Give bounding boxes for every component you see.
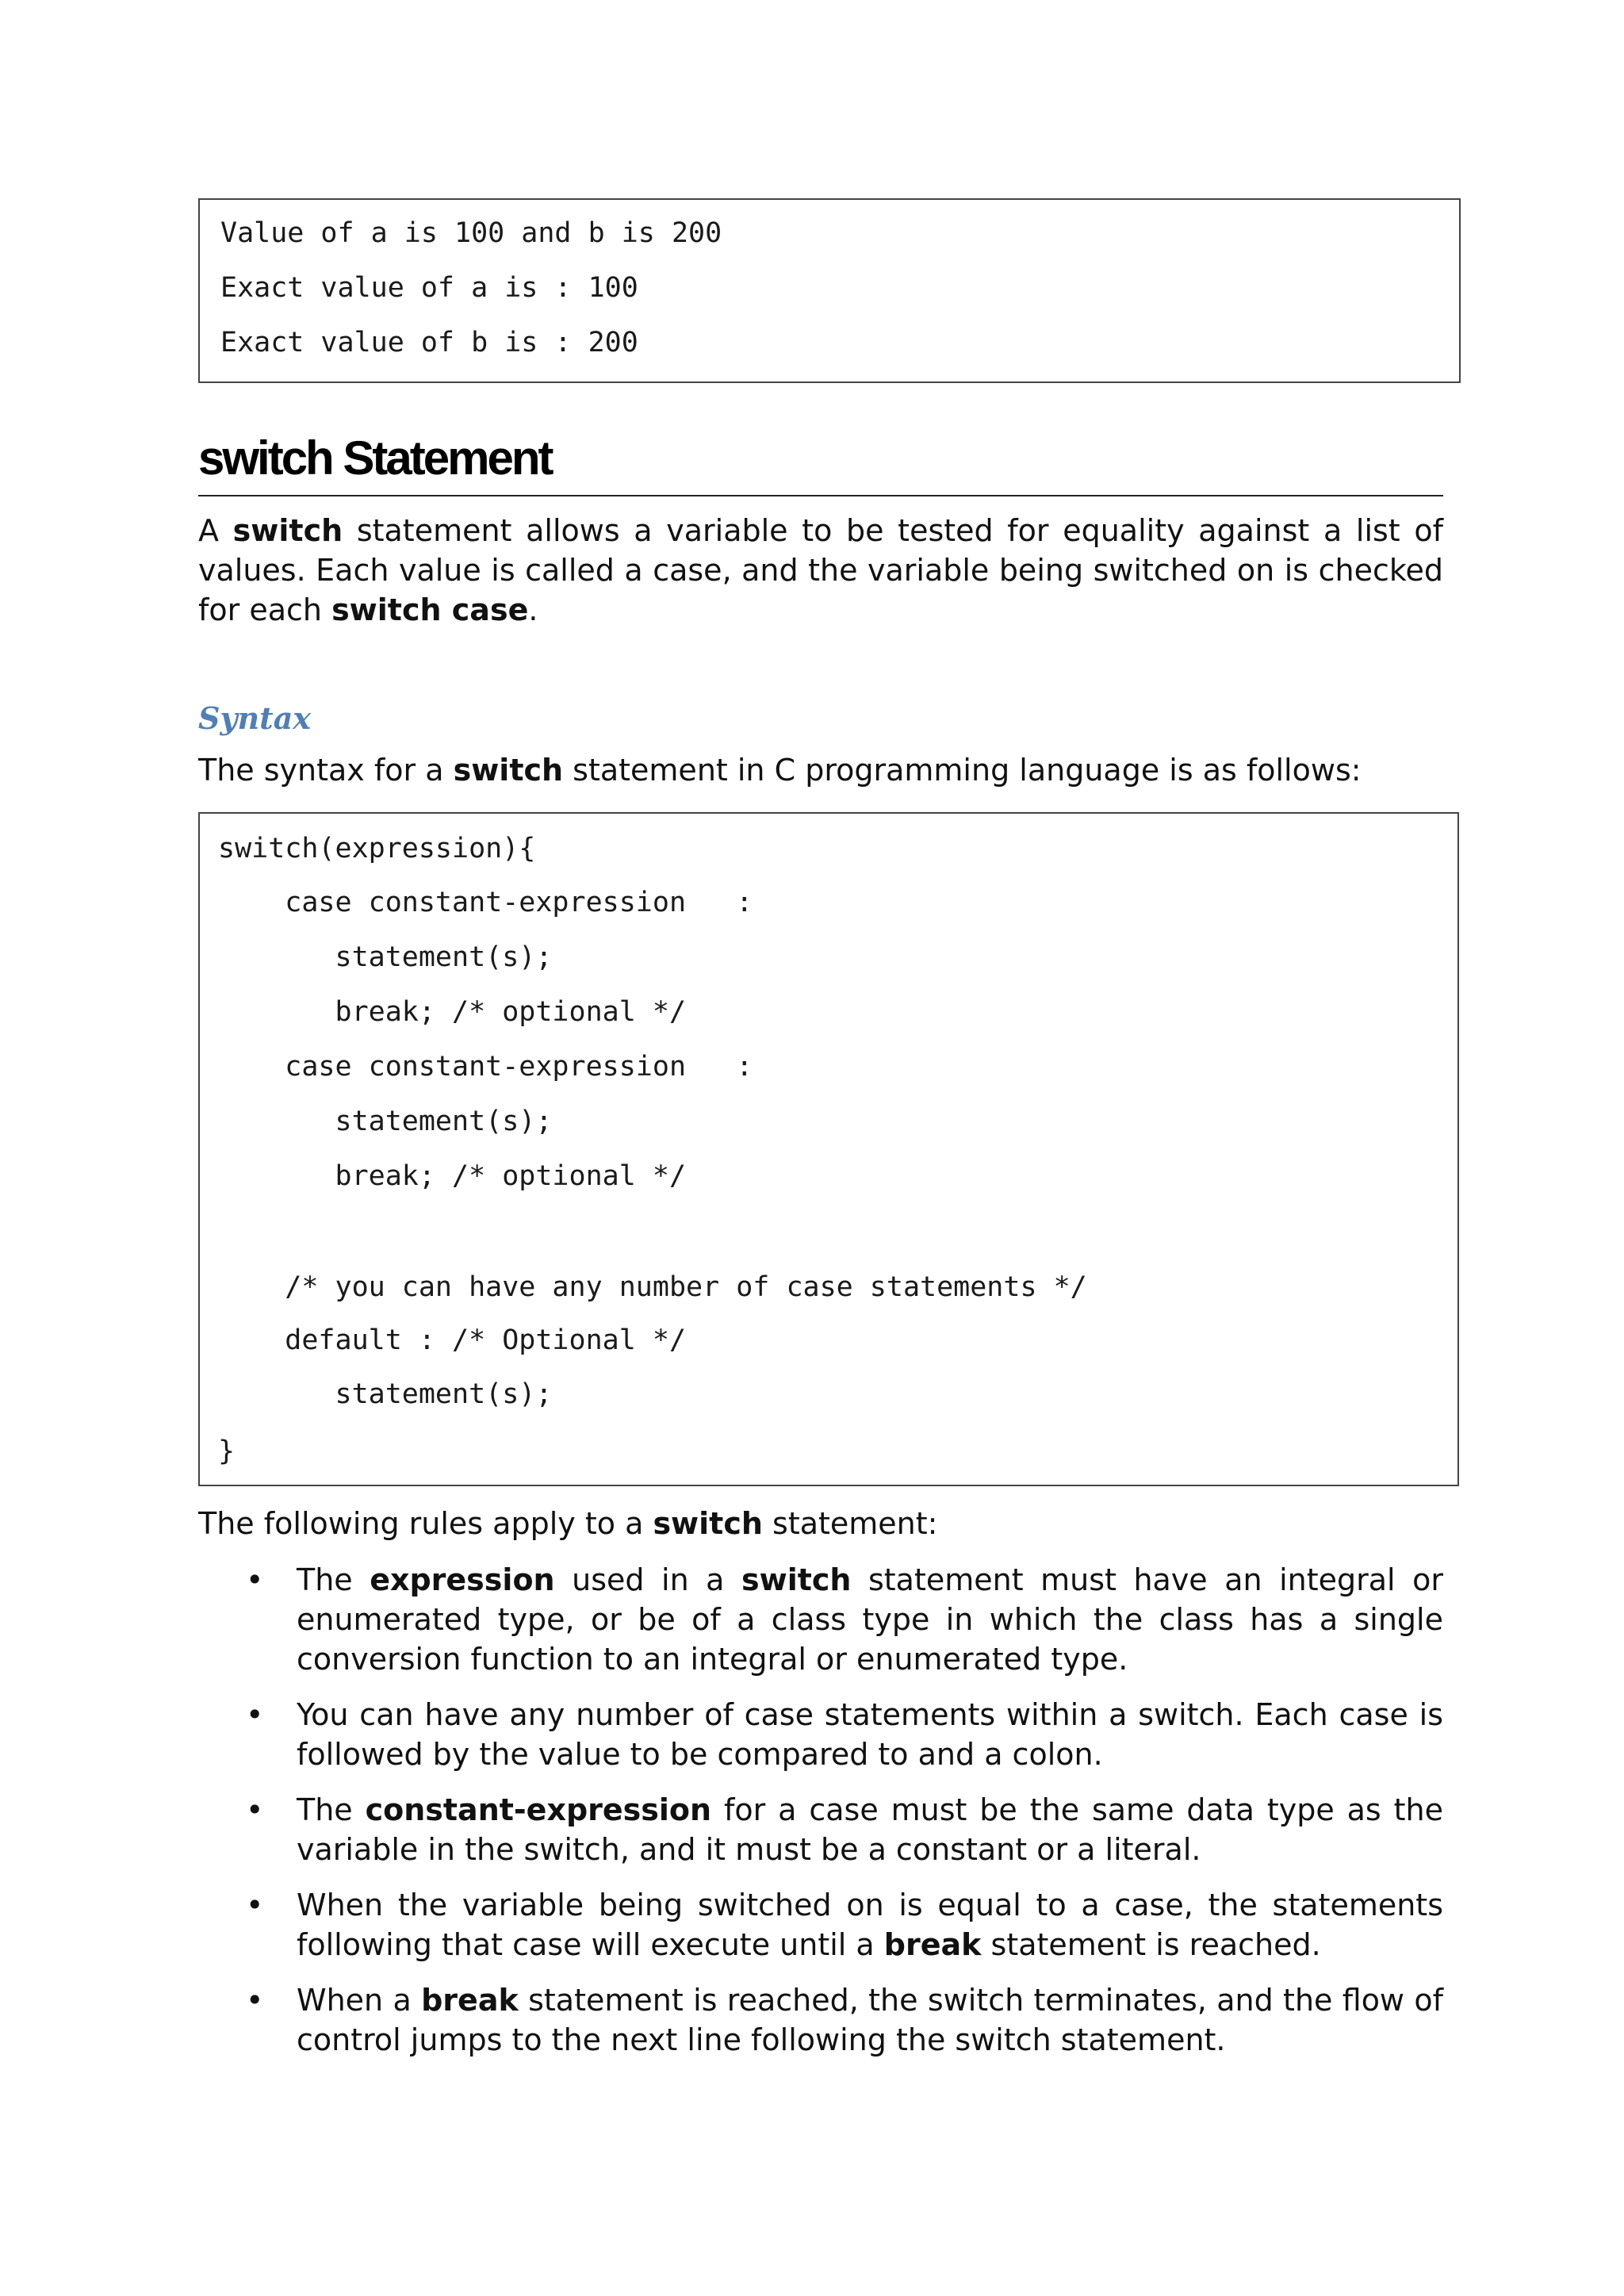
syntax-intro (198, 750, 1467, 790)
bullet-icon: • (246, 1888, 264, 1922)
code-line: break; /* optional */ (218, 996, 687, 1028)
text-run: The (297, 1792, 366, 1827)
text-run: statement in C programming language is as follows: (563, 753, 1362, 788)
text-run: statement is reached. (981, 1927, 1321, 1962)
text-run: statement allows a variable to be tested for equality against a list of values. Each value is called a case, and the variable being switched on is checked for each (198, 513, 1443, 627)
code-line: statement(s); (218, 941, 553, 973)
code-line: default : /* Optional */ (218, 1324, 687, 1356)
bold-term: switch (453, 753, 564, 788)
output-line: Exact value of b is : 200 (220, 327, 638, 358)
text-run: When a (297, 1983, 422, 2018)
bullet-icon: • (246, 1983, 264, 2018)
text-run: for a case must be the same data type as the variable in the switch, and it must be a constant or a literal. (297, 1792, 1443, 1867)
rule-item (297, 1980, 1443, 2060)
text-run: You can have any number of case statements within a switch. Each case is followed by the value to be compared to and a colon. (297, 1697, 1443, 1772)
bold-term: switch (741, 1562, 852, 1597)
text-run: statement is reached, the switch terminates, and the flow of control jumps to the next line following the switch statement. (297, 1983, 1443, 2057)
bold-term: constant-expression (365, 1792, 712, 1827)
text-run: The following rules apply to a (198, 1506, 653, 1541)
bold-term: switch (653, 1506, 763, 1541)
output-line: Value of a is 100 and b is 200 (220, 217, 722, 249)
code-line: case constant-expression : (218, 1051, 753, 1083)
code-line: /* you can have any number of case statements */ (218, 1271, 1087, 1303)
code-line: case constant-expression : (218, 887, 753, 918)
code-line: statement(s); (218, 1378, 553, 1410)
code-line: statement(s); (218, 1106, 553, 1137)
syntax-heading: Syntax (198, 700, 311, 736)
text-run: used in a (554, 1562, 741, 1597)
rule-item (297, 1790, 1443, 1869)
bullet-icon: • (246, 1697, 264, 1732)
text-run: The (297, 1562, 370, 1597)
section-title: switch Statement (198, 431, 552, 485)
text-run: statement must have an integral or enumerated type, or be of a class type in which the class has a single conversion function to an integral or enumerated type. (297, 1562, 1443, 1677)
code-line: break; /* optional */ (218, 1160, 687, 1192)
rule-item (297, 1695, 1443, 1774)
output-line: Exact value of a is : 100 (220, 272, 638, 304)
intro-paragraph (198, 511, 1443, 630)
bold-term: break (421, 1983, 519, 2018)
text-run: statement: (762, 1506, 938, 1541)
code-line: } (218, 1435, 236, 1467)
text-run: . (528, 592, 538, 627)
bold-term: break (883, 1927, 982, 1962)
bullet-icon: • (246, 1792, 264, 1827)
rule-item (297, 1885, 1443, 1964)
text-run: The syntax for a (198, 753, 454, 788)
rules-intro (198, 1504, 1467, 1543)
heading-underline (198, 495, 1443, 496)
bullet-icon: • (246, 1562, 264, 1597)
bold-term: expression (370, 1562, 555, 1597)
text-run: A (198, 513, 233, 548)
bold-term: switch (232, 513, 343, 548)
text-run: When the variable being switched on is equal to a case, the statements following that case will execute until a (297, 1888, 1443, 1962)
code-line: switch(expression){ (218, 833, 536, 864)
rule-item (297, 1560, 1443, 1679)
bold-term: switch case (331, 592, 529, 627)
